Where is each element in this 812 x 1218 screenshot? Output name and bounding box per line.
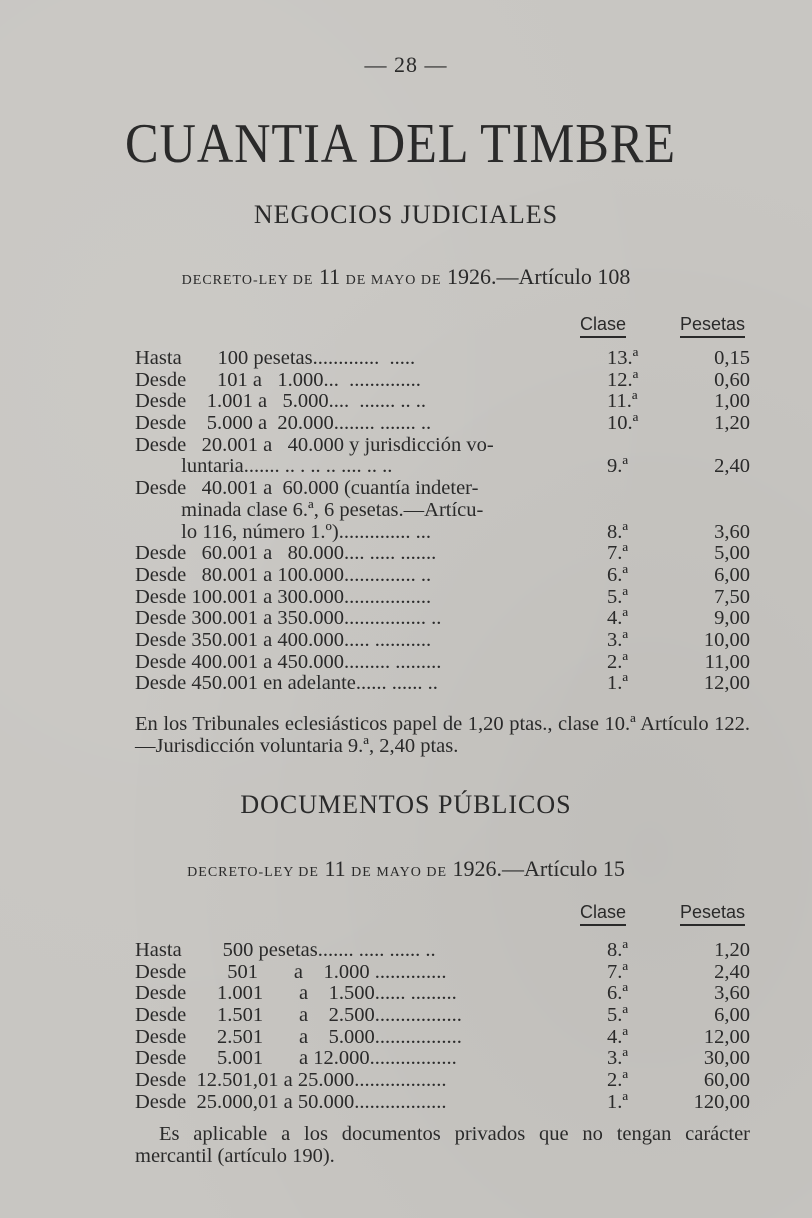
row-clase: 8.ª [607,520,629,543]
row-pesetas: 0,15 [714,347,750,369]
section-heading-documentos: DOCUMENTOS PÚBLICOS [240,790,572,819]
decree-prefix: DECRETO-LEY DE [187,865,319,880]
row-pesetas: 11,00 [704,650,750,673]
row-pesetas: 12,00 [703,672,750,695]
row-range-label: Desde 60.001 a 80.000.... ..... ....... [135,542,437,565]
table-row [135,673,750,695]
row-range-label: Hasta 100 pesetas............. ..... [135,347,416,369]
table-row [135,522,750,544]
row-clase: 4.ª [607,607,629,630]
row-clase: 3.ª [607,628,629,651]
row-pesetas: 9,00 [714,607,750,630]
row-range-label: Desde 1.501 a 2.500................. [135,1004,462,1027]
table-row [135,608,750,630]
table-row [135,983,750,1005]
table-row [135,478,750,500]
col-header-pesetas: Pesetas [680,902,745,926]
row-pesetas: 2,40 [714,455,750,478]
table-row [135,630,750,652]
row-clase: 10.ª [607,412,639,435]
row-pesetas: 3,60 [714,982,750,1005]
section-heading-negocios: NEGOCIOS JUDICIALES [253,200,559,229]
table-negocios [135,348,750,695]
row-clase: 2.ª [607,1069,629,1092]
note-tribunales: En los Tribunales eclesiásticos papel de 1,20 ptas., clase 10.ª Artículo 122.—Jurisdicción voluntaria 9.ª, 2,40 ptas. [135,713,750,757]
row-range-label: Desde 1.001 a 5.000.... ....... .. .. [135,390,426,413]
table-row [135,1048,750,1070]
row-clase: 3.ª [607,1047,629,1070]
row-pesetas: 30,00 [703,1047,750,1070]
row-pesetas: 2,40 [714,960,750,983]
row-range-label: Desde 101 a 1.000... .............. [135,368,421,391]
decree-day: 11 [324,856,346,881]
decree-month: DE MAYO DE [345,273,442,288]
row-range-label: Desde 5.001 a 12.000................. [135,1047,457,1070]
decree-line-2 [0,856,812,882]
row-clase: 13.ª [607,347,639,369]
row-clase: 7.ª [607,960,629,983]
row-range-label: Desde 20.001 a 40.000 y jurisdicción vo- [135,433,494,456]
row-clase: 12.ª [607,368,639,391]
decree-day: 11 [318,264,341,289]
table-row [135,587,750,609]
table-row [135,962,750,984]
table-row [135,370,750,392]
row-range-label: Desde 25.000,01 a 50.000.................. [135,1090,447,1113]
row-range-label: Desde 300.001 a 350.000................ .. [135,607,442,630]
row-clase: 5.ª [607,1004,629,1027]
table-row [135,1092,750,1114]
row-range-label: Desde 501 a 1.000 .............. [135,960,447,983]
row-pesetas: 1,20 [714,939,750,961]
row-pesetas: 5,00 [714,542,750,565]
row-range-label: Desde 1.001 a 1.500...... ......... [135,982,457,1005]
col-header-pesetas: Pesetas [680,314,745,338]
row-range-label: Desde 40.001 a 60.000 (cuantía indeter- [135,477,479,500]
row-clase: 11.ª [607,390,638,413]
row-clase: 9.ª [607,455,629,478]
row-clase: 6.ª [607,982,629,1005]
col-header-clase: Clase [580,902,626,926]
decree-prefix: DECRETO-LEY DE [181,273,314,288]
row-pesetas: 3,60 [714,520,750,543]
row-range-label: Desde 12.501,01 a 25.000.................. [135,1069,447,1092]
table-row [135,456,750,478]
row-pesetas: 6,00 [714,563,750,586]
decree-rest: 1926.—Artículo 15 [452,856,625,881]
row-clase: 5.ª [607,585,629,608]
row-clase: 4.ª [607,1025,629,1048]
row-clase: 7.ª [607,542,629,565]
row-range-label: lo 116, número 1.º).............. ... [135,520,431,543]
row-pesetas: 60,00 [703,1069,750,1092]
row-clase: 1.ª [607,672,629,695]
decree-rest: 1926.—Artículo 108 [447,264,631,289]
row-pesetas: 1,00 [714,390,750,413]
row-range-label: Desde 2.501 a 5.000................. [135,1025,462,1048]
row-range-label: Desde 400.001 a 450.000......... ......... [135,650,442,673]
row-pesetas: 12,00 [703,1025,750,1048]
table-row [135,543,750,565]
decree-month: DE MAYO DE [351,865,447,880]
row-clase: 2.ª [607,650,629,673]
row-pesetas: 0,60 [714,368,750,391]
row-range-label: Hasta 500 pesetas....... ..... ...... .. [135,939,436,961]
row-clase: 1.ª [607,1090,629,1113]
note-documentos-privados: Es aplicable a los documentos privados que no tengan carácter mercantil (artículo 190). [135,1123,750,1167]
table-documentos [135,940,750,1114]
row-pesetas: 10,00 [703,628,750,651]
table-row [135,652,750,674]
row-range-label: Desde 100.001 a 300.000................. [135,585,432,608]
page-title: CUANTIA DEL TIMBRE [125,113,676,175]
table-row [135,413,750,435]
table-row [135,500,750,522]
row-clase: 6.ª [607,563,629,586]
decree-line-1 [0,264,812,290]
table-row [135,391,750,413]
table-row [135,1027,750,1049]
row-range-label: luntaria....... .. . .. .. .... .. .. [135,455,393,478]
table-row [135,1070,750,1092]
table-row [135,1005,750,1027]
row-range-label: Desde 450.001 en adelante...... ...... .. [135,672,438,695]
table-row [135,940,750,962]
table-row [135,348,750,370]
row-pesetas: 120,00 [693,1090,750,1113]
row-pesetas: 6,00 [714,1004,750,1027]
row-pesetas: 1,20 [714,412,750,435]
table-row [135,565,750,587]
row-clase: 8.ª [607,939,629,961]
row-range-label: minada clase 6.ª, 6 pesetas.—Artícu- [135,498,484,521]
table-row [135,435,750,457]
row-range-label: Desde 350.001 a 400.000..... ........... [135,628,432,651]
row-pesetas: 7,50 [714,585,750,608]
row-range-label: Desde 80.001 a 100.000.............. .. [135,563,432,586]
col-header-clase: Clase [580,314,626,338]
page-number: — 28 — [364,52,448,77]
row-range-label: Desde 5.000 a 20.000........ ....... .. [135,412,432,435]
